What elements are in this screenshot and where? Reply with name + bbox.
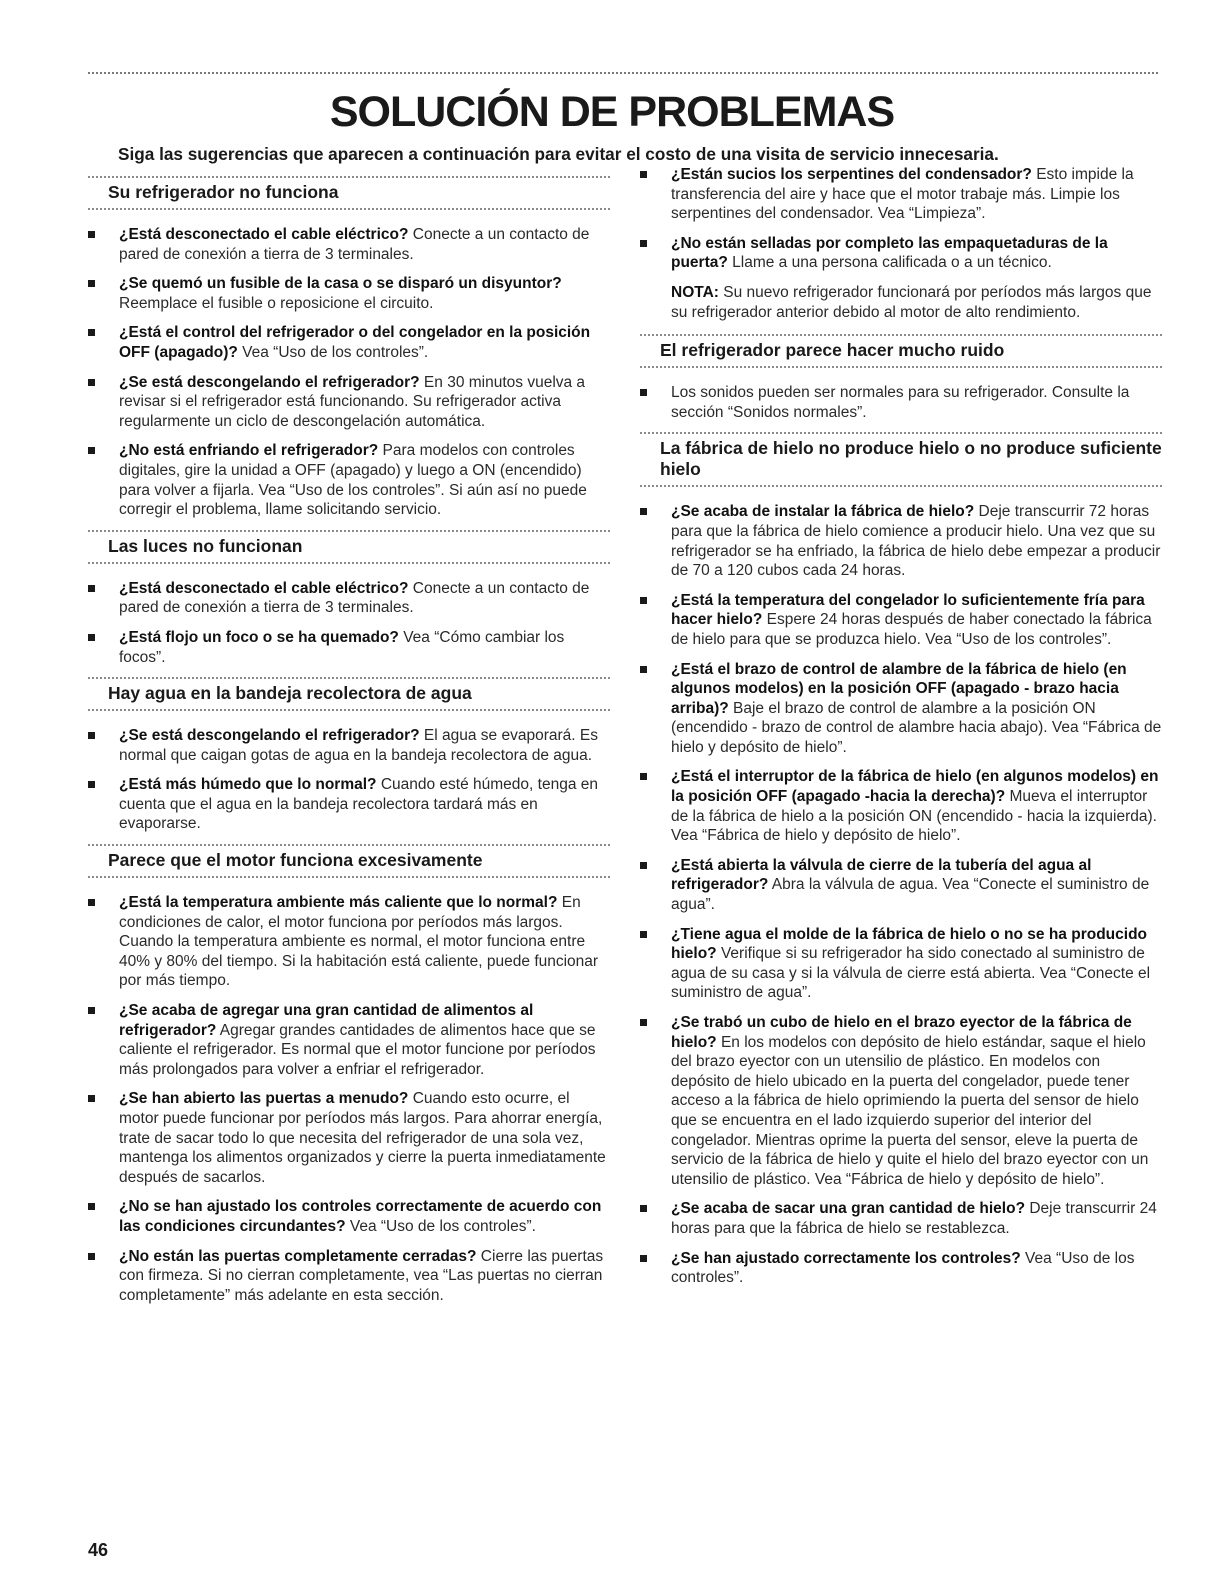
section-list	[88, 726, 610, 834]
answer: Vea “Uso de los controles”.	[345, 1217, 536, 1235]
answer: En condiciones de calor, el motor funciona por períodos más largos. Cuando la temperatura ambiente es normal, el motor funciona entre 40% y 80% del tiempo. Si la habitación está caliente, puede funcionar por más tiempo.	[119, 894, 599, 990]
right-top-list	[640, 165, 1162, 273]
bullet-icon	[640, 1255, 647, 1262]
bullet-icon	[88, 1253, 95, 1260]
answer: El agua se evaporará. Es normal que caigan gotas de agua en la bandeja recolectora de agua.	[119, 727, 598, 764]
bullet-icon	[88, 1203, 95, 1210]
answer: En los modelos con depósito de hielo estándar, saque el hielo del brazo eyector con un utensilio de plástico. En modelos con depósito de hielo ubicado en la puerta del congelador, puede tener acceso a la fábrica de hielo oprimiendo la puerta del sensor de hielo que se encuentra en el lado izquierdo superior del interior del congelador. Mientras oprime la puerta del sensor, eleve la puerta de servicio de la fábrica de hielo y quite el hielo del brazo eyector con un utensilio de plástico. Vea “Fábrica de hielo y depósito de hielo”.	[671, 1033, 1149, 1188]
page-title: SOLUCIÓN DE PROBLEMAS	[329, 88, 895, 136]
list-item	[640, 234, 1162, 273]
question: ¿Se está descongelando el refrigerador?	[119, 727, 420, 745]
list-item	[640, 660, 1162, 758]
question: ¿Se está descongelando el refrigerador?	[119, 373, 420, 391]
question: ¿Está la temperatura ambiente más caliente que lo normal?	[119, 894, 558, 912]
list-item	[88, 1197, 610, 1236]
bullet-icon	[640, 931, 647, 938]
section-list	[88, 225, 610, 520]
question: ¿Se acaba de instalar la fábrica de hielo?	[671, 503, 975, 521]
question: ¿Se acaba de sacar una gran cantidad de hielo?	[671, 1200, 1026, 1218]
answer: Deje transcurrir 24 horas para que la fábrica de hielo se restablezca.	[671, 1200, 1157, 1237]
bullet-icon	[88, 231, 95, 238]
answer: Vea “Uso de los controles”.	[671, 1249, 1135, 1287]
list-item	[88, 441, 610, 519]
section-heading: Su refrigerador no funciona	[88, 176, 610, 210]
section-list	[640, 502, 1162, 1287]
bullet-icon	[88, 899, 95, 906]
note	[640, 283, 1162, 322]
bullet-icon	[640, 597, 647, 604]
bullet-icon	[640, 389, 647, 396]
bullet-icon	[640, 773, 647, 780]
answer: Llame a una persona calificada o a un técnico.	[727, 254, 1052, 272]
bullet-icon	[88, 447, 95, 454]
list-item	[88, 893, 610, 991]
intro-text: Siga las sugerencias que aparecen a continuación para evitar el costo de una visita de servicio innecesaria.	[118, 144, 999, 164]
list-item	[640, 767, 1162, 845]
note-label: NOTA:	[671, 283, 719, 301]
answer: En 30 minutos vuelva a revisar si el refrigerador está funcionando. Su refrigerador activa regularmente un ciclo de descongelación automática.	[119, 373, 586, 430]
question: ¿Está desconectado el cable eléctrico?	[119, 579, 409, 597]
list-item	[640, 1249, 1162, 1288]
bullet-icon	[640, 862, 647, 869]
answer: Verifique si su refrigerador ha sido conectado al suministro de agua de su casa y si la válvula de cierre está abierta. Vea “Conecte el suministro de agua”.	[671, 945, 1151, 1002]
bullet-icon	[640, 240, 647, 247]
answer: Conecte a un contacto de pared de conexión a tierra de 3 terminales.	[119, 226, 590, 263]
answer: Baje el brazo de control de alambre a la posición ON (encendido - brazo de control de alambre hacia abajo). Vea “Fábrica de hielo y depósito de hielo”.	[671, 699, 1162, 756]
list-item	[88, 726, 610, 765]
list-item	[640, 502, 1162, 580]
list-item	[640, 1199, 1162, 1238]
question: ¿Está flojo un foco o se ha quemado?	[119, 628, 399, 646]
right-column	[640, 165, 1162, 1298]
answer: Agregar grandes cantidades de alimentos hace que se caliente el refrigerador. Es normal que el motor funcione por períodos más prolongados para volver a enfriar el refrigerador.	[119, 1021, 596, 1078]
answer: Cierre las puertas con firmeza. Si no cierran completamente, vea “Las puertas no cierran completamente” más adelante en esta sección.	[119, 1247, 604, 1304]
section-heading: Las luces no funcionan	[88, 530, 610, 564]
list-item	[640, 1013, 1162, 1189]
answer: Conecte a un contacto de pared de conexión a tierra de 3 terminales.	[119, 579, 590, 617]
question: ¿Tiene agua el molde de la fábrica de hielo o no se ha producido hielo?	[671, 925, 1148, 963]
list-item	[88, 1089, 610, 1187]
question: ¿Se acaba de agregar una gran cantidad de alimentos al refrigerador?	[119, 1002, 534, 1039]
bullet-icon	[88, 329, 95, 336]
bullet-icon	[88, 732, 95, 739]
answer: Deje transcurrir 72 horas para que la fábrica de hielo comience a producir hielo. Una vez que su refrigerador se ha enfriado, la fábrica de hielo debe empezar a producir de 70 a 120 cubos cada 24 horas.	[671, 503, 1161, 580]
list-item	[88, 1247, 610, 1306]
question: ¿Se han ajustado correctamente los controles?	[671, 1249, 1021, 1267]
answer: Los sonidos pueden ser normales para su refrigerador. Consulte la sección “Sonidos normales”.	[671, 384, 1130, 421]
question: ¿Está el interruptor de la fábrica de hielo (en algunos modelos) en la posición OFF (apagado -hacia la derecha)?	[671, 768, 1159, 806]
answer: Cuando esto ocurre, el motor puede funcionar por períodos más largos. Para ahorrar energía, trate de sacar todo lo que necesita del refrigerador de una sola vez, mantenga los alimentos organizados y cierre la puerta inmediatamente después de sacarlos.	[119, 1090, 606, 1186]
answer: Reemplace el fusible o reposicione el circuito.	[119, 294, 434, 312]
bullet-icon	[88, 1095, 95, 1102]
right-sections	[640, 334, 1162, 1288]
list-item	[88, 274, 610, 313]
bullet-icon	[640, 508, 647, 515]
question: ¿Está más húmedo que lo normal?	[119, 776, 377, 794]
answer: Vea “Cómo cambiar los focos”.	[119, 628, 565, 666]
section-heading: La fábrica de hielo no produce hielo o no produce suficiente hielo	[640, 432, 1162, 487]
list-item	[88, 373, 610, 432]
list-item	[640, 856, 1162, 915]
bullet-icon	[640, 171, 647, 178]
answer: Abra la válvula de agua. Vea “Conecte el suministro de agua”.	[671, 876, 1150, 914]
list-item	[88, 628, 610, 667]
question: ¿Están sucios los serpentines del condensador?	[671, 166, 1032, 183]
question: ¿Está el brazo de control de alambre de la fábrica de hielo (en algunos modelos) en la posición OFF (apagado - brazo hacia arriba)?	[671, 660, 1127, 717]
list-item	[88, 775, 610, 834]
bullet-icon	[640, 1019, 647, 1026]
bullet-icon	[640, 1205, 647, 1212]
list-item	[640, 591, 1162, 650]
question: ¿No se han ajustado los controles correctamente de acuerdo con las condiciones circundantes?	[119, 1198, 602, 1235]
question: ¿Se quemó un fusible de la casa o se disparó un disyuntor?	[119, 275, 562, 293]
answer: Mueva el interruptor de la fábrica de hielo a la posición ON (encendido - hacia la izquierda). Vea “Fábrica de hielo y depósito de hielo”.	[671, 788, 1157, 845]
question: ¿No está enfriando el refrigerador?	[119, 442, 379, 460]
list-item	[640, 925, 1162, 1003]
answer: Vea “Uso de los controles”.	[237, 343, 429, 361]
question: ¿Se trabó un cubo de hielo en el brazo eyector de la fábrica de hielo?	[671, 1014, 1132, 1051]
bullet-icon	[88, 781, 95, 788]
list-item	[88, 579, 610, 618]
list-item	[88, 323, 610, 362]
question: ¿Está desconectado el cable eléctrico?	[119, 226, 409, 243]
left-column	[88, 168, 610, 1315]
section-list	[88, 579, 610, 667]
list-item	[640, 383, 1162, 422]
answer: Para modelos con controles digitales, gire la unidad a OFF (apagado) y luego a ON (encendido) para volver a fijarla. Vea “Uso de los controles”. Si aún así no puede corregir el problema, llame solicitando servicio.	[119, 442, 587, 519]
question: ¿Se han abierto las puertas a menudo?	[119, 1090, 409, 1108]
section-heading: Hay agua en la bandeja recolectora de agua	[88, 677, 610, 711]
question: ¿Está el control del refrigerador o del congelador en la posición OFF (apagado)?	[119, 324, 591, 361]
bullet-icon	[88, 634, 95, 641]
answer: Cuando esté húmedo, tenga en cuenta que el agua en la bandeja recolectora tardará más en evaporarse.	[119, 776, 598, 833]
section-list	[640, 383, 1162, 422]
section-list	[88, 893, 610, 1305]
bullet-icon	[88, 585, 95, 592]
bullet-icon	[88, 379, 95, 386]
bullet-icon	[88, 280, 95, 287]
question: ¿No están las puertas completamente cerradas?	[119, 1247, 477, 1265]
page-number: 46	[88, 1540, 109, 1560]
answer: Espere 24 horas después de haber conectado la fábrica de hielo para que se produzca hielo. Vea “Uso de los controles”.	[671, 611, 1152, 648]
top-dotted-rule	[88, 72, 1158, 74]
list-item	[640, 165, 1162, 224]
list-item	[88, 225, 610, 264]
bullet-icon	[640, 666, 647, 673]
answer: Esto impide la transferencia del aire y hace que el motor trabaje más. Limpie los serpentines del condensador. Vea “Limpieza”.	[671, 166, 1134, 223]
question: ¿No están selladas por completo las empaquetaduras de la puerta?	[671, 234, 1108, 272]
list-item	[88, 1001, 610, 1079]
section-heading: El refrigerador parece hacer mucho ruido	[640, 334, 1162, 368]
note-text: Su nuevo refrigerador funcionará por períodos más largos que su refrigerador anterior debido al motor de alto rendimiento.	[671, 283, 1152, 321]
section-heading: Parece que el motor funciona excesivamente	[88, 844, 610, 878]
bullet-icon	[88, 1007, 95, 1014]
question: ¿Está la temperatura del congelador lo suficientemente fría para hacer hielo?	[671, 591, 1145, 629]
question: ¿Está abierta la válvula de cierre de la tubería del agua al refrigerador?	[671, 856, 1092, 894]
